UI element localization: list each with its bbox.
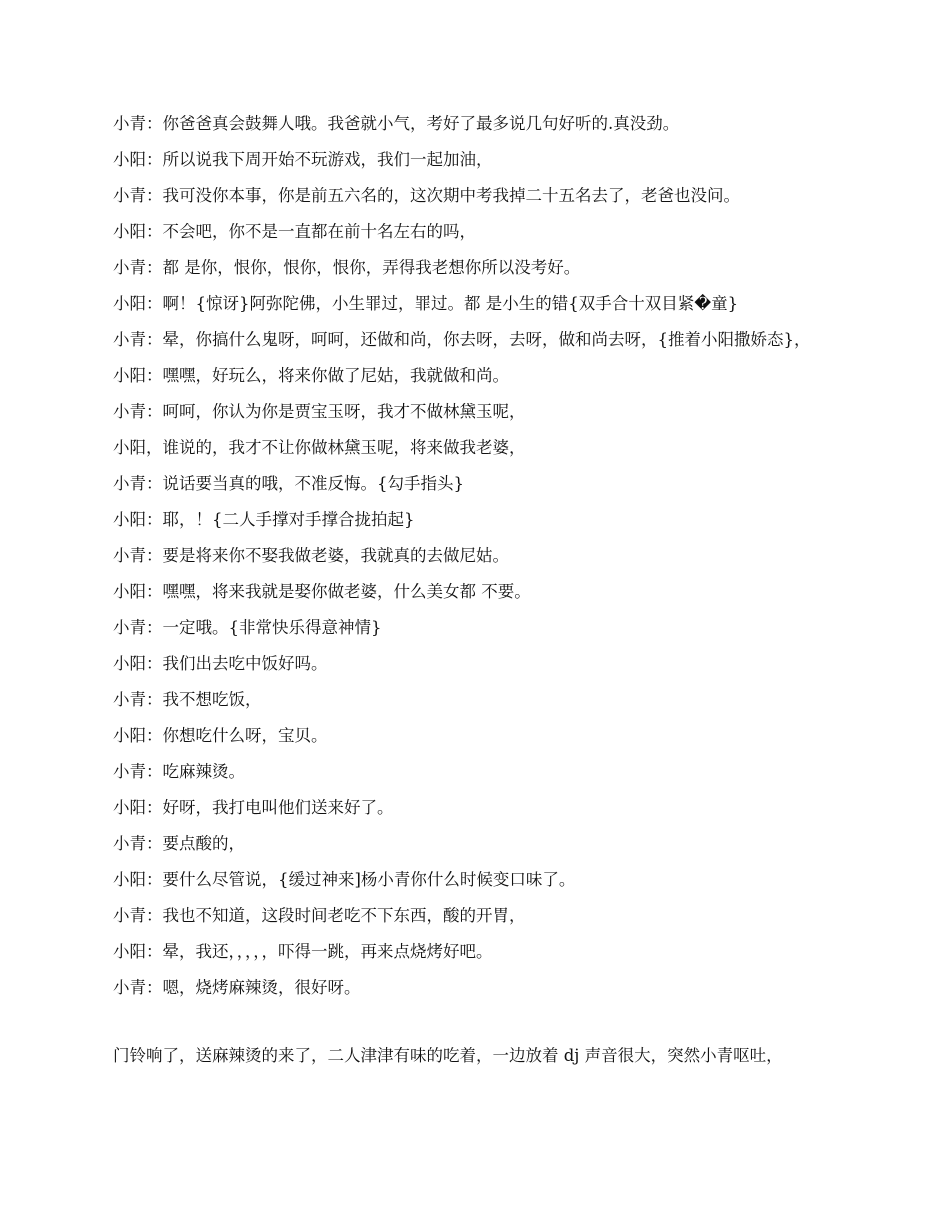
dialogue-line: 小阳：我们出去吃中饭好吗。 bbox=[113, 654, 328, 673]
dialogue-line: 小青：嗯，烧烤麻辣烫，很好呀。 bbox=[113, 978, 361, 997]
narration-paragraph: 门铃响了，送麻辣烫的来了，二人津津有味的吃着，一边放着 dj 声音很大，突然小青呕吐， bbox=[113, 1046, 783, 1065]
dialogue-line: 小阳：不会吧，你不是一直都在前十名左右的吗， bbox=[113, 222, 476, 241]
dialogue-line: 小青：要是将来你不娶我做老婆，我就真的去做尼姑。 bbox=[113, 546, 509, 565]
dialogue-line: 小青：我可没你本事，你是前五六名的，这次期中考我掉二十五名去了，老爸也没问。 bbox=[113, 186, 740, 205]
dialogue-line: 小阳：你想吃什么呀，宝贝。 bbox=[113, 726, 328, 745]
dialogue-line: 小青：要点酸的， bbox=[113, 834, 245, 853]
document-body bbox=[113, 112, 828, 1080]
dialogue-line: 小青：说话要当真的哦，不准反悔。{勾手指头} bbox=[113, 474, 464, 493]
dialogue-line: 小青：呵呵，你认为你是贾宝玉呀，我才不做林黛玉呢， bbox=[113, 402, 526, 421]
dialogue-line: 小青：晕，你搞什么鬼呀，呵呵，还做和尚，你去呀，去呀，做和尚去呀，{推着小阳撒娇态}， bbox=[113, 330, 811, 349]
dialogue-line: 小青：吃麻辣烫。 bbox=[113, 762, 245, 781]
dialogue-line: 小阳：啊！{惊讶}阿弥陀佛，小生罪过，罪过。都 是小生的错{双手合十双目紧�童} bbox=[113, 294, 739, 313]
dialogue-line: 小阳：要什么尽管说，{缓过神来]杨小青你什么时候变口味了。 bbox=[113, 870, 576, 889]
dialogue-line: 小阳：嘿嘿，好玩么，将来你做了尼姑，我就做和尚。 bbox=[113, 366, 509, 385]
paragraph-gap bbox=[113, 1012, 828, 1044]
dialogue-line: 小阳，谁说的，我才不让你做林黛玉呢，将来做我老婆， bbox=[113, 438, 526, 457]
dialogue-line: 小阳：好呀，我打电叫他们送来好了。 bbox=[113, 798, 394, 817]
dialogue-line: 小阳：嘿嘿，将来我就是娶你做老婆，什么美女都 不要。 bbox=[113, 582, 531, 601]
dialogue-line: 小阳：所以说我下周开始不玩游戏，我们一起加油， bbox=[113, 150, 493, 169]
dialogue-line: 小青：我不想吃饭， bbox=[113, 690, 262, 709]
dialogue-line: 小青：一定哦。{非常快乐得意神情} bbox=[113, 618, 382, 637]
dialogue-line: 小青：我也不知道，这段时间老吃不下东西，酸的开胃， bbox=[113, 906, 526, 925]
dialogue-line: 小阳：晕，我还，，，，，吓得一跳，再来点烧烤好吧。 bbox=[113, 942, 493, 961]
dialogue-line: 小青：都 是你，恨你，恨你，恨你，弄得我老想你所以没考好。 bbox=[113, 258, 581, 277]
dialogue-line: 小阳：耶，！{二人手撑对手撑合拢拍起} bbox=[113, 510, 415, 529]
dialogue-line: 小青：你爸爸真会鼓舞人哦。我爸就小气，考好了最多说几句好听的.真没劲。 bbox=[113, 114, 680, 133]
